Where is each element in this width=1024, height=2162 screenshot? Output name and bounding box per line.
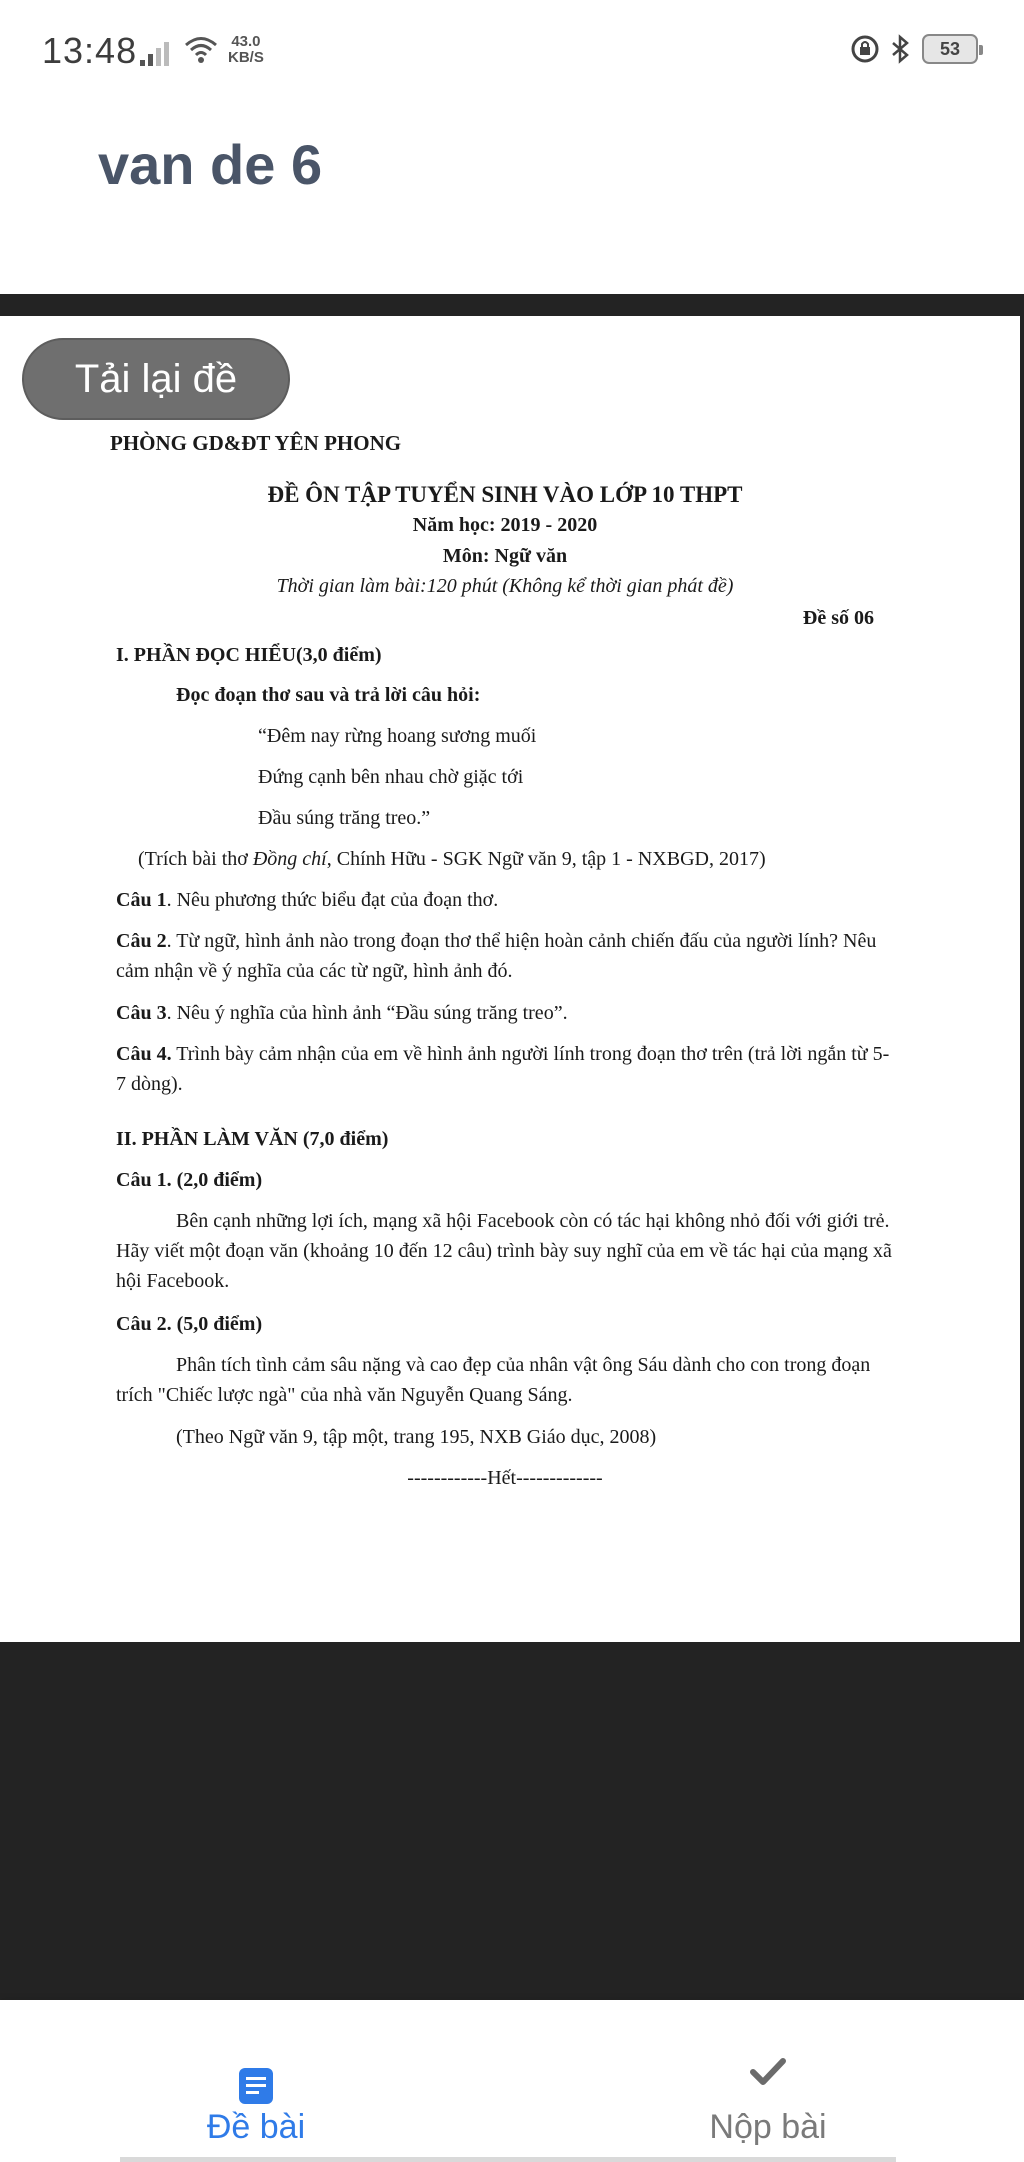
bottom-nav [0, 2000, 1024, 2162]
exam-title: ĐỀ ÔN TẬP TUYỂN SINH VÀO LỚP 10 THPT [267, 482, 743, 507]
poem-line-3: Đầu súng trăng treo.” [258, 807, 431, 829]
poem-line-2: Đứng cạnh bên nhau chờ giặc tới [258, 766, 524, 788]
network-speed [228, 34, 264, 66]
q1-label: Câu 1 [116, 889, 167, 911]
page-title: van de 6 [98, 133, 323, 196]
question-1 [116, 885, 906, 915]
citation-title: Đồng chí [252, 848, 327, 870]
q4-label: Câu 4. [116, 1043, 172, 1065]
speed-unit: KB/S [228, 49, 264, 66]
tab-exam-label: Đề bài [206, 2108, 306, 2146]
question-3 [116, 998, 906, 1028]
q3-label: Câu 3 [116, 1002, 167, 1024]
document-viewer[interactable] [0, 294, 1024, 2000]
reload-exam-button[interactable]: Tải lại đề [22, 338, 290, 420]
q3-text: . Nêu ý nghĩa của hình ảnh “Đầu súng trăng treo”. [166, 1002, 568, 1024]
q2-label: Câu 2 [116, 930, 167, 952]
citation-suffix: , Chính Hữu - SGK Ngữ văn 9, tập 1 - NXBGD, 2017) [326, 848, 766, 870]
school-year: Năm học: 2019 - 2020 [412, 514, 598, 536]
department-name: PHÒNG GD&ĐT YÊN PHONG [110, 431, 402, 455]
time-note: Thời gian làm bài:120 phút (Không kể thời gian phát đề) [276, 575, 734, 597]
status-time: 13:48 [42, 30, 138, 71]
wifi-icon [184, 36, 218, 64]
section1-instruction: Đọc đoạn thơ sau và trả lời câu hỏi: [176, 684, 481, 706]
q1-text: . Nêu phương thức biểu đạt của đoạn thơ. [166, 889, 499, 911]
subject: Môn: Ngữ văn [442, 545, 568, 567]
bluetooth-icon [890, 34, 912, 64]
section2-question1-text: Bên cạnh những lợi ích, mạng xã hội Facebook còn có tác hại không nhỏ đối với giới trẻ. Hãy viết một đoạn văn (khoảng 10 đến 12 câu) trình bày suy nghĩ của em về tác hại của mạng xã hội Facebook. [116, 1210, 892, 1292]
section2-title: II. PHẦN LÀM VĂN (7,0 điểm) [116, 1128, 389, 1150]
speed-value: 43.0 [231, 33, 261, 50]
tab-submit[interactable] [512, 2000, 1024, 2162]
checkmark-icon [748, 2056, 788, 2088]
q2-text: . Từ ngữ, hình ảnh nào trong đoạn thơ thể hiện hoàn cảnh chiến đấu của người lính? Nêu cảm nhận về ý nghĩa của các từ ngữ, hình ảnh đó. [116, 930, 877, 982]
tab-submit-label: Nộp bài [709, 2108, 827, 2146]
section2-source: (Theo Ngữ văn 9, tập một, trang 195, NXB Giáo dục, 2008) [176, 1426, 657, 1448]
end-mark: ------------Hết------------- [407, 1467, 603, 1489]
alarm-icon [850, 34, 880, 64]
q4-text: Trình bày cảm nhận của em về hình ảnh người lính trong đoạn thơ trên (trả lời ngắn từ 5-7 dòng). [116, 1043, 890, 1095]
tab-exam[interactable] [0, 2000, 512, 2162]
section1-title: I. PHẦN ĐỌC HIỂU(3,0 điểm) [116, 644, 382, 666]
status-bar [0, 0, 1024, 100]
question-2 [116, 926, 896, 986]
section2-question2-text: Phân tích tình cảm sâu nặng và cao đẹp của nhân vật ông Sáu dành cho con trong đoạn trích "Chiếc lược ngà" của nhà văn Nguyễn Quang Sáng. [116, 1354, 871, 1406]
home-indicator [120, 2157, 896, 2162]
poem-line-1: “Đêm nay rừng hoang sương muối [258, 725, 537, 747]
exam-number: Đề số 06 [802, 607, 874, 629]
section2-question1-title: Câu 1. (2,0 điểm) [116, 1169, 263, 1191]
document-page [0, 316, 1020, 1642]
document-icon [237, 2066, 275, 2106]
poem-citation [138, 844, 928, 874]
citation-prefix: (Trích bài thơ [138, 848, 253, 870]
battery-indicator: 53 [922, 34, 978, 64]
question-4 [116, 1039, 896, 1099]
signal-icon [140, 40, 176, 66]
section2-question2-title: Câu 2. (5,0 điểm) [116, 1313, 263, 1335]
